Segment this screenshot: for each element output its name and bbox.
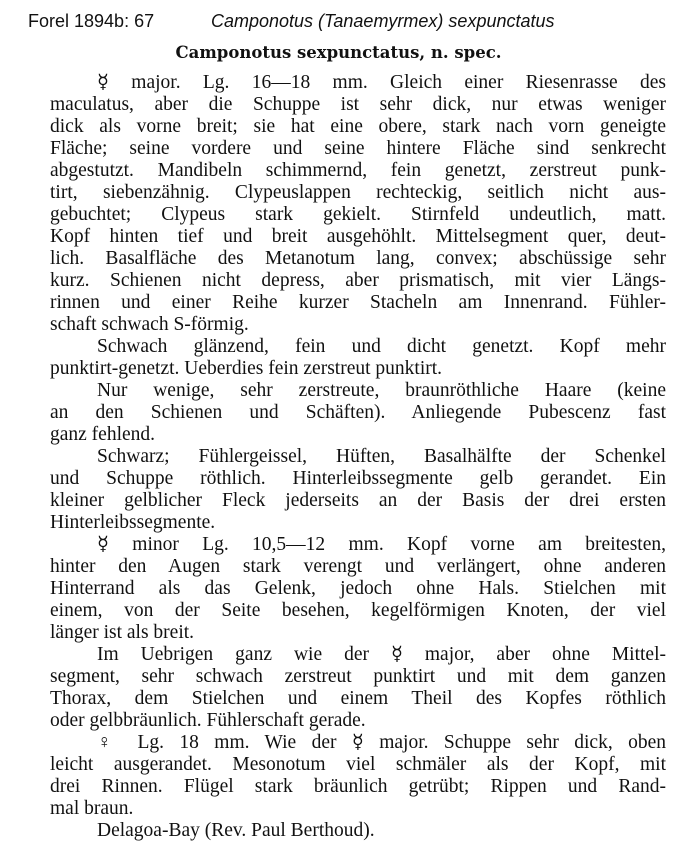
text-line: Hinterleibssegmente. (50, 512, 216, 533)
page-header (28, 11, 669, 33)
text-line: und Schuppe röthlich. Hinterleibssegmente gelb gerandet. Ein (50, 468, 666, 489)
text-line: tirt, siebenzähnig. Clypeuslappen rechteckig, seitlich nicht aus- (50, 182, 666, 203)
citation-label: Forel 1894b: 67 (28, 11, 155, 31)
text-line: oder gelbbräunlich. Fühlerschaft gerade. (50, 710, 366, 731)
text-line: einem, von der Seite besehen, kegelförmigen Knoten, der viel (50, 600, 666, 621)
text-line: segment, sehr schwach zerstreut punktirt und mit dem ganzen (50, 666, 666, 687)
text-line: Schwach glänzend, fein und dicht genetzt. Kopf mehr (97, 336, 666, 357)
text-line: kurz. Schienen nicht depress, aber prismatisch, mit vier Längs- (50, 270, 666, 291)
text-line: Thorax, dem Stielchen und einem Theil des Kopfes röthlich (50, 688, 666, 709)
text-line: Delagoa-Bay (Rev. Paul Berthoud). (97, 820, 375, 841)
text-line: ♀ Lg. 18 mm. Wie der ☿ major. Schuppe sehr dick, oben (97, 732, 666, 753)
text-line: länger ist als breit. (50, 622, 195, 643)
text-line: an den Schienen und Schäften). Anliegende Pubescenz fast (50, 402, 666, 423)
text-line: hinter den Augen stark verengt und verlängert, ohne anderen (50, 556, 666, 577)
text-line: ☿ major. Lg. 16—18 mm. Gleich einer Riesenrasse des (97, 72, 666, 93)
taxon-name: Camponotus (Tanaemyrmex) sexpunctatus (211, 11, 555, 31)
text-line: Schwarz; Fühlergeissel, Hüften, Basalhälfte der Schenkel (97, 446, 666, 467)
text-line: maculatus, aber die Schuppe ist sehr dick, nur etwas weniger (50, 94, 666, 115)
text-line: lich. Basalfläche des Metanotum lang, convex; abschüssige sehr (50, 248, 666, 269)
text-line: rinnen und einer Reihe kurzer Stacheln am Innenrand. Fühler- (50, 292, 666, 313)
text-line: dick als vorne breit; sie hat eine obere, stark nach vorn geneigte (50, 116, 666, 137)
text-line: drei Rinnen. Flügel stark bräunlich getrübt; Rippen und Rand- (50, 776, 666, 797)
text-line: abgestutzt. Mandibeln schimmernd, fein genetzt, zerstreut punk- (50, 160, 666, 181)
text-line: ☿ minor Lg. 10,5—12 mm. Kopf vorne am breitesten, (97, 534, 666, 555)
text-line: Hinterrand als das Gelenk, jedoch ohne Hals. Stielchen mit (50, 578, 666, 599)
text-line: Nur wenige, sehr zerstreute, braunröthliche Haare (keine (97, 380, 666, 401)
text-line: Im Uebrigen ganz wie der ☿ major, aber ohne Mittel- (97, 644, 666, 665)
text-line: mal braun. (50, 798, 134, 819)
text-line: leicht ausgerandet. Mesonotum viel schmäler als der Kopf, mit (50, 754, 666, 775)
text-line: gebuchtet; Clypeus stark gekielt. Stirnfeld undeutlich, matt. (50, 204, 666, 225)
species-title: Camponotus sexpunctatus, n. spec. (175, 43, 502, 62)
text-line: punktirt-genetzt. Ueberdies fein zerstreut punktirt. (50, 358, 443, 379)
text-line: Kopf hinten tief und breit ausgehöhlt. Mittelsegment quer, deut- (50, 226, 666, 247)
text-line: Fläche; seine vordere und seine hintere Fläche sind senkrecht (50, 138, 666, 159)
text-line: ganz fehlend. (50, 424, 156, 445)
text-line: schaft schwach S-förmig. (50, 314, 249, 335)
text-line: kleiner gelblicher Fleck jederseits an der Basis der drei ersten (50, 490, 666, 511)
